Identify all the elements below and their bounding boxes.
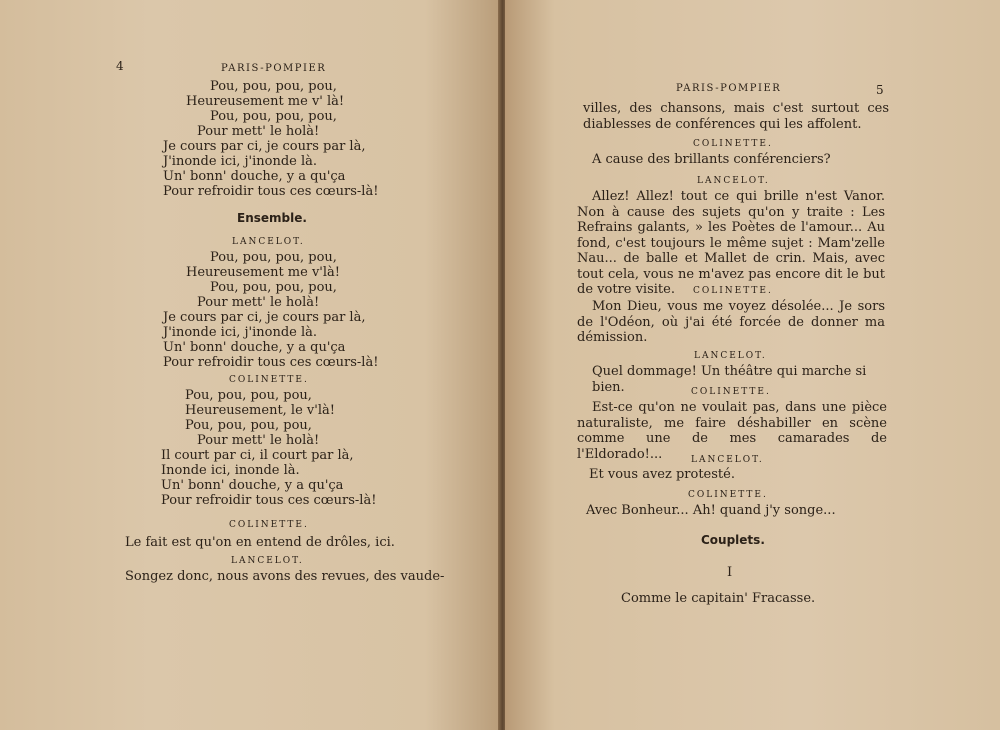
- speaker-label: LANCELOT.: [691, 455, 764, 465]
- paragraph: [592, 152, 892, 168]
- paragraph: [583, 101, 889, 132]
- paragraph-text: Est-ce qu'on ne voulait pas, dans une pièce naturaliste, me faire déshabiller en scène comme une de mes camarades de l'Eldorado!...: [577, 400, 887, 462]
- verse-line: Je cours par ci, je cours par là,: [163, 139, 366, 154]
- speaker-label: LANCELOT.: [232, 237, 305, 247]
- paragraph-text: Quel dommage! Un théâtre qui marche si bien.: [592, 364, 867, 395]
- verse-line: Heureusement me v'là!: [186, 265, 341, 280]
- dialogue-line: Le fait est qu'on en entend de drôles, ici.: [125, 535, 395, 550]
- paragraph: [577, 299, 885, 346]
- air-indication: Comme le capitain' Fracasse.: [621, 591, 816, 606]
- speaker-label: COLINETTE.: [693, 139, 773, 149]
- verse-line: Inonde ici, inonde là.: [161, 463, 300, 478]
- verse-line: Pour mett' le holà!: [197, 295, 320, 310]
- verse-line: Pou, pou, pou, pou,: [210, 280, 337, 295]
- speaker-label: LANCELOT.: [231, 556, 304, 566]
- paragraph: [577, 189, 885, 298]
- paragraph-text: Mon Dieu, vous me voyez désolée... Je sors de l'Odéon, où j'ai été forcée de donner ma démission.: [577, 299, 885, 345]
- section-heading: Ensemble.: [237, 211, 307, 225]
- page-number: 4: [116, 59, 124, 73]
- paragraph-text: Avec Bonheur... Ah! quand j'y songe...: [586, 503, 836, 518]
- speaker-label: COLINETTE.: [691, 387, 771, 397]
- verse-line: Je cours par ci, je cours par là,: [163, 310, 366, 325]
- section-heading: Couplets.: [701, 533, 765, 547]
- verse-line: J'inonde ici, j'inonde là.: [163, 325, 318, 340]
- verse-line: Il court par ci, il court par là,: [161, 448, 354, 463]
- running-head: PARIS-POMPIER: [221, 63, 327, 74]
- verse-line: Pour refroidir tous ces cœurs-là!: [163, 184, 379, 199]
- page-number: 5: [876, 83, 884, 97]
- verse-line: Pou, pou, pou, pou,: [185, 388, 312, 403]
- paragraph-text: Et vous avez protesté.: [589, 467, 735, 482]
- right-page: [505, 0, 1000, 730]
- verse-line: Un' bonn' douche, y a qu'ça: [163, 340, 346, 355]
- verse-line: Pour refroidir tous ces cœurs-là!: [163, 355, 379, 370]
- couplet-number: I: [727, 565, 733, 580]
- verse-line: Pou, pou, pou, pou,: [210, 250, 337, 265]
- verse-line: Pou, pou, pou, pou,: [210, 79, 337, 94]
- paragraph-text: Allez! Allez! tout ce qui brille n'est Vanor. Non à cause des sujets qu'on y traite : Les Refrains galants, » les Poètes de l'amour... Au fond, c'est toujours le même sujet : Mam'zelle Nau... de balle et Mallet de crin. Mais, avec tout cela, vous ne m'avez pas encore dit le but de votre visite.: [577, 189, 885, 297]
- paragraph: [586, 503, 886, 519]
- verse-line: Pour mett' le holà!: [197, 124, 320, 139]
- speaker-label: COLINETTE.: [229, 375, 309, 385]
- verse-line: Pou, pou, pou, pou,: [185, 418, 312, 433]
- paragraph: [589, 467, 889, 483]
- paragraph-text: A cause des brillants conférenciers?: [592, 152, 831, 167]
- speaker-label: COLINETTE.: [229, 520, 309, 530]
- speaker-label: COLINETTE.: [693, 286, 773, 296]
- paragraph-text: villes, des chansons, mais c'est surtout ces diablesses de conférences qui les affolent.: [583, 101, 889, 132]
- verse-line: Pour refroidir tous ces cœurs-là!: [161, 493, 377, 508]
- verse-line: Un' bonn' douche, y a qu'ça: [163, 169, 346, 184]
- verse-line: Heureusement me v' là!: [186, 94, 345, 109]
- dialogue-line: Songez donc, nous avons des revues, des vaude-: [125, 569, 445, 584]
- running-head: PARIS-POMPIER: [676, 83, 782, 94]
- speaker-label: COLINETTE.: [688, 490, 768, 500]
- speaker-label: LANCELOT.: [694, 351, 767, 361]
- verse-line: Pou, pou, pou, pou,: [210, 109, 337, 124]
- verse-line: Heureusement, le v'là!: [185, 403, 335, 418]
- paragraph: [577, 400, 887, 462]
- verse-line: Pour mett' le holà!: [197, 433, 320, 448]
- verse-line: J'inonde ici, j'inonde là.: [163, 154, 318, 169]
- speaker-label: LANCELOT.: [697, 176, 770, 186]
- verse-line: Un' bonn' douche, y a qu'ça: [161, 478, 344, 493]
